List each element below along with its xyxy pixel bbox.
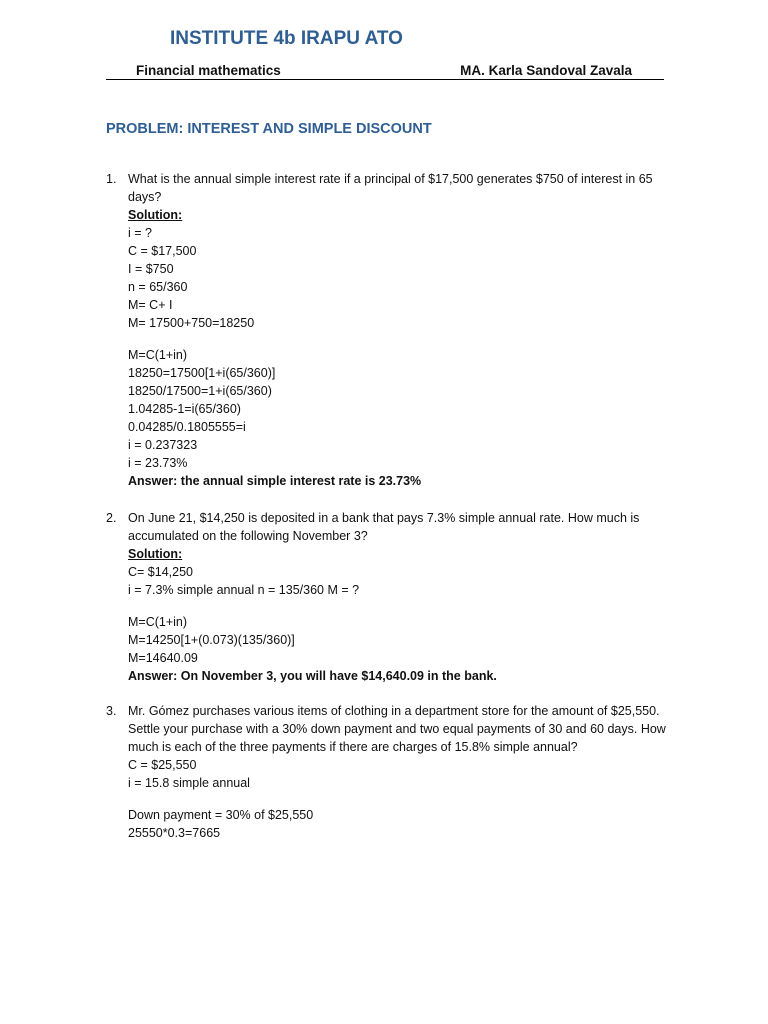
- solution-line: i = 0.237323: [128, 438, 198, 452]
- problem-2: [106, 509, 676, 685]
- spacer: [128, 332, 676, 346]
- page-title: PROBLEM: INTEREST AND SIMPLE DISCOUNT: [106, 121, 432, 137]
- solution-line: M=C(1+in): [128, 615, 188, 629]
- institute-name: INSTITUTE 4b IRAPU ATO: [170, 28, 403, 49]
- problem-question: On June 21, $14,250 is deposited in a bank that pays 7.3% simple annual rate. How much is accumulated on the following November 3?: [128, 511, 640, 543]
- solution-label: Solution:: [128, 208, 183, 222]
- solution-line: M= C+ I: [128, 298, 173, 312]
- solution-line: M=14250[1+(0.073)(135/360)]: [128, 633, 295, 647]
- answer-line: Answer: On November 3, you will have $14,640.09 in the bank.: [128, 669, 497, 683]
- solution-line: 1.04285-1=i(65/360): [128, 402, 241, 416]
- solution-line: 18250/17500=1+i(65/360): [128, 384, 272, 398]
- problem-number: 3.: [106, 704, 117, 718]
- teacher-name: MA. Karla Sandoval Zavala: [460, 63, 632, 78]
- problem-number: 1.: [106, 172, 117, 186]
- problem-question: Mr. Gómez purchases various items of clothing in a department store for the amount of $25,550. Settle your purchase with a 30% down payment and two equal payments of 30 and 60 days. How much is each of the three payments if there are charges of 15.8% simple annual?: [128, 704, 666, 754]
- solution-line: C = $25,550: [128, 758, 197, 772]
- problem-body: [128, 509, 676, 685]
- spacer: [128, 792, 676, 806]
- problem-number: 2.: [106, 511, 117, 525]
- solution-line: M=14640.09: [128, 651, 198, 665]
- problem-question: What is the annual simple interest rate if a principal of $17,500 generates $750 of interest in 65 days?: [128, 172, 653, 204]
- solution-line: i = 23.73%: [128, 456, 188, 470]
- solution-line: Down payment = 30% of $25,550: [128, 808, 314, 822]
- solution-line: I = $750: [128, 262, 174, 276]
- solution-line: i = 7.3% simple annual n = 135/360 M = ?: [128, 583, 360, 597]
- problem-3: [106, 702, 676, 842]
- answer-line: Answer: the annual simple interest rate is 23.73%: [128, 474, 422, 488]
- document-header: [106, 61, 664, 80]
- solution-line: 18250=17500[1+i(65/360)]: [128, 366, 276, 380]
- problem-body: [128, 702, 676, 842]
- problem-1: [106, 170, 676, 490]
- solution-line: C= $14,250: [128, 565, 193, 579]
- solution-line: C = $17,500: [128, 244, 197, 258]
- spacer: [128, 599, 676, 613]
- solution-line: 25550*0.3=7665: [128, 826, 221, 840]
- course-name: Financial mathematics: [136, 63, 281, 78]
- solution-line: n = 65/360: [128, 280, 188, 294]
- problem-body: [128, 170, 676, 490]
- solution-line: 0.04285/0.1805555=i: [128, 420, 246, 434]
- solution-line: i = 15.8 simple annual: [128, 776, 250, 790]
- solution-line: i = ?: [128, 226, 152, 240]
- solution-line: M= 17500+750=18250: [128, 316, 255, 330]
- solution-line: M=C(1+in): [128, 348, 188, 362]
- solution-label: Solution:: [128, 547, 183, 561]
